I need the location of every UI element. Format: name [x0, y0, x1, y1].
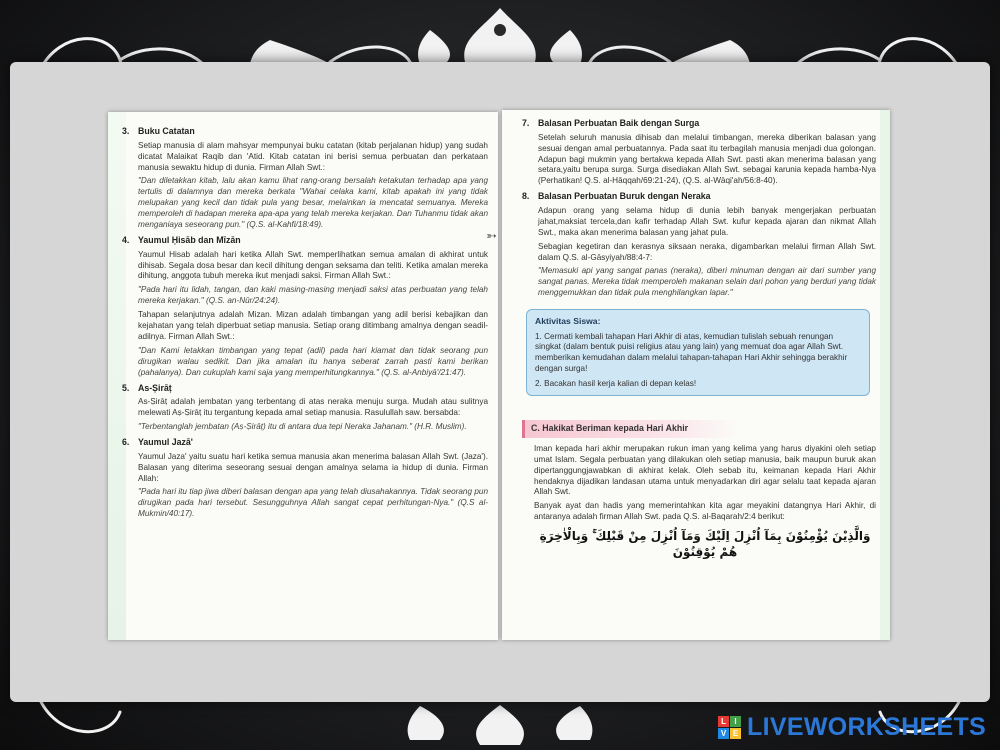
section-buku-catatan	[122, 126, 488, 231]
activity-title: Aktivitas Siswa:	[535, 316, 601, 327]
logo-text: LIVEWORKSHEETS	[747, 713, 986, 741]
section-as-sirat	[122, 383, 488, 433]
section-balasan-baik	[522, 118, 876, 187]
section-number: 3.	[122, 126, 130, 136]
section-heading-hakikat: C. Hakikat Beriman kepada Hari Akhir	[522, 420, 737, 438]
activity-box	[526, 309, 870, 396]
logo-letter: I	[730, 716, 741, 727]
arabic-verse: وَالَّذِيْنَ يُؤْمِنُوْنَ بِمَآ اُنْزِلَ اِلَيْكَ وَمَآ اُنْزِلَ مِنْ قَبْلِكَ ۚ وَبِالْاٰخِرَةِ هُمْ يُوْقِنُوْنَ	[539, 529, 871, 560]
section-number: 8.	[522, 191, 530, 202]
quote: "Terbentanglah jembatan (Aṣ-Ṣirāṭ) itu di antara dua tepi Neraka Jahanam." (H.R. Muslim).	[138, 422, 467, 432]
section-number: 6.	[122, 437, 130, 447]
activity-item: 1. Cermati kembali tahapan Hari Akhir di atas, kemudian tulislah sebuah renungan singkat (dalam bentuk puisi religius atau yang lain) yang memuat doa agar Allah Swt. memberikan kemudahan dalam melalui tahapan-tahapan Hari Akhir sehingga berakhir dengan surga!	[535, 331, 848, 374]
section-title: As-Ṣirāṭ	[138, 382, 172, 393]
section-balasan-buruk	[522, 191, 876, 299]
activity-item: 2. Bacakan hasil kerja kalian di depan kelas!	[535, 379, 697, 389]
liveworksheets-logo	[718, 713, 986, 742]
section-title: Yaumul Ḥisāb dan Mīzān	[138, 234, 241, 245]
paragraph: Tahapan selanjutnya adalah Mizan. Mizan adalah timbangan yang adil berisi kebajikan dan kejahatan yang telah diperbuat setiap manusia. Setiap orang ditimbang amalnya dengan seadil-adilnya. Firman Allah Swt.:	[138, 310, 488, 341]
section-number: 5.	[122, 382, 130, 393]
section-title: Balasan Perbuatan Baik dengan Surga	[538, 118, 700, 128]
left-page	[108, 112, 498, 640]
paragraph: Iman kepada hari akhir merupakan rukun iman yang kelima yang harus diyakini oleh setiap umat Islam. Segala perbuatan yang dilakukan oleh setiap manusia, baik maupun buruk akan dipertanggungjawabkan di akhirat kelak. Oleh sebab itu, keimanan kepada Hari Akhir hendaknya dijadikan landasan utama untuk menyadarkan diri agar selalu taat kepada ajaran Allah Swt.	[534, 443, 876, 497]
section-title: Yaumul Jazā'	[138, 437, 193, 447]
paragraph: As-Ṣirāṭ adalah jembatan yang terbentang di atas neraka menuju surga. Mudah atau sulitnya melewati Aṣ-Ṣirāṭ itu tergantung kepada amal setiap manusia. Rasulullah saw. bersabda:	[138, 397, 488, 418]
logo-letter: V	[718, 728, 729, 739]
quote: "Memasuki api yang sangat panas (neraka), diberi minuman dengan air dari sumber yang sangat panas. Mereka tidak memperoleh makanan selain dari pohon yang berduri yang tidak menggemukkan dan tidak pula menghilangkan lapar."	[538, 266, 876, 298]
left-page-content	[122, 122, 488, 523]
paragraph: Yaumul Jaza' yaitu suatu hari ketika semua manusia akan menerima balasan Allah Swt. (Jaza'). Balasan yang diterima seseorang sesuai dengan amalnya selama ia hidup di dunia. Firman Allah:	[138, 451, 488, 483]
section-title: Balasan Perbuatan Buruk dengan Neraka	[538, 191, 711, 202]
logo-letter: E	[730, 728, 741, 739]
quote: "Dan diletakkan kitab, lalu akan kamu lihat rang-orang bersalah ketakutan terhadap apa yang tertulis di dalamnya dan mereka berkata "Wahai celaka kami, kitab apakah ini yang tidak melupakan yang kecil dan tidak pula yang besar, melainkan ia mencatat semuanya. Mereka memperoleh di hadapan mereka apa-apa yang telah mereka kerjakan. Dan Tuhanmu tidak akan menganiaya seseorang pun." (Q.S. al-Kahfi/18:49).	[138, 176, 488, 230]
right-page-content	[522, 114, 876, 561]
paragraph: Adapun orang yang selama hidup di dunia lebih banyak mengerjakan perbuatan jahat,maksiat tercela,dan kafir terhadap Allah Swt. kufur kepada ajaran dan nikmat Allah Swt., maka akan menerima balasan yang jahat pula.	[538, 205, 876, 237]
paragraph: Setelah seluruh manusia dihisab dan melalui timbangan, mereka diberikan balasan yang sesuai dengan amal perbuatannya. Pada saat itu terbagilah manusia menjadi dua golongan. Adapun bagi mukmin yang bertakwa kepada Allah Swt. pasti akan menerima balasan yang setara,yaitu berupa surga. Surga disediakan Allah Swt. sebagai karunia kepada hamba-Nya (Perhatikan! Q.S. al-Hāqqah/69:21-24), (Q.S. al-Wāqi'ah/56:8-40).	[538, 132, 876, 186]
section-yaumul-jaza	[122, 437, 488, 520]
section-title: Buku Catatan	[138, 126, 195, 136]
quote: "Dan Kami letakkan timbangan yang tepat (adil) pada hari kiamat dan tidak seorang pun dirugikan walau sedikit. Dan jika amalan itu hanya seberat zarrah pasti kami berikan (pahalanya). Dan cukuplah kami saja yang memperhitungkannya." (Q.S. al-Anbiyā'/21:47).	[138, 345, 488, 377]
logo-mark-icon	[718, 716, 741, 739]
paragraph: Sebagian kegetiran dan kerasnya siksaan neraka, digambarkan melalui firman Allah Swt. dalam Q.S. al-Gāsyiyah/88:4-7:	[538, 241, 876, 262]
section-yaumul-hisab	[122, 235, 488, 379]
right-page	[502, 110, 890, 640]
quote: "Pada hari itu lidah, tangan, dan kaki masing-masing menjadi saksi atas perbuatan yang telah mereka kerjakan." (Q.S. an-Nūr/24:24).	[138, 285, 488, 306]
logo-letter: L	[718, 716, 729, 727]
paragraph: Setiap manusia di alam mahsyar mempunyai buku catatan (kitab perjalanan hidup) yang sudah dicatat Malaikat Raqib dan 'Atid. Kitab catatan ini berisi semua perbuatan dan perkataan manusia sewaktu hidup di dunia. Firman Allah Swt.:	[138, 140, 488, 172]
page-marker-icon: ➳	[486, 228, 497, 243]
section-number: 7.	[522, 118, 530, 128]
paragraph: Yaumul Hisab adalah hari ketika Allah Swt. memperlihatkan semua amalan di akhirat untuk dihisab. Segala dosa besar dan kecil dihitung dengan seksama dan teliti. Ketika amalan mereka dihitung, anggota tubuh mereka ikut menjadi saksi. Firman Allah Swt.:	[138, 249, 488, 281]
quote: "Pada hari itu tiap jiwa diberi balasan dengan apa yang telah diusahakannya. Tidak seorang pun dirugikan pada hari tersebut. Sesungguhnya Allah sangat cepat perhitungan-Nya." (Q.S al-Mukmin/40:17).	[138, 487, 488, 519]
section-number: 4.	[122, 234, 130, 245]
paragraph: Banyak ayat dan hadis yang memerintahkan kita agar meyakini datangnya Hari Akhir, di antaranya adalah firman Allah Swt. pada Q.S. al-Baqarah/2:4 berikut:	[534, 501, 876, 522]
page-margin-accent	[880, 110, 890, 640]
